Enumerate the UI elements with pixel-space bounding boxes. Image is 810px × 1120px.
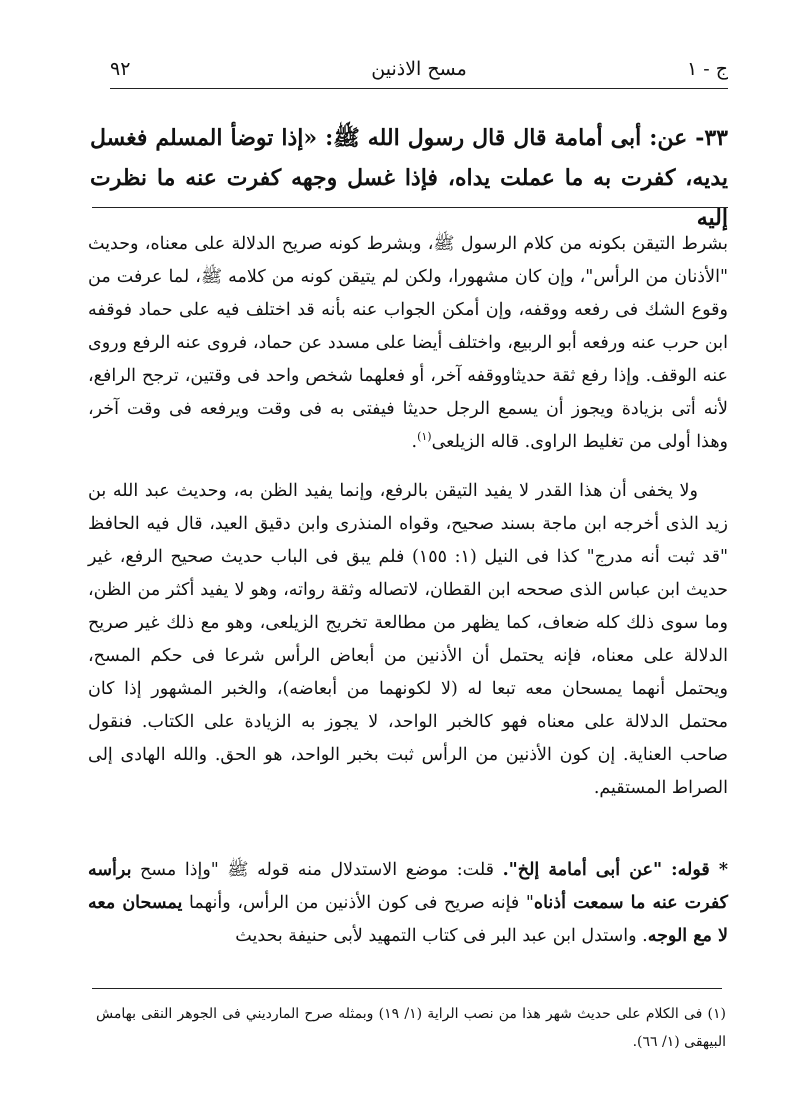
- annotation-paragraph: [88, 854, 728, 953]
- annotation-part-3: . واستدل ابن عبد البر فى كتاب التمهيد لأبى حنيفة بحديث: [235, 926, 648, 946]
- paragraph-1-text: بشرط التيقن بكونه من كلام الرسول ﷺ، وبشرط كونه صريح الدلالة على معناه، وحديث "الأذنان من الرأس"، وإن كان مشهورا، ولكن لم يتيقن كونه من كلامه ﷺ، لما عرفت من وقوع الشك فى رفعه ووقفه، وإن أمكن الجواب عنه بأنه قد اختلف فيه على حماد فوقفه ابن حرب عنه ورفعه أبو الربيع، واختلف أيضا على مسدد عن حماد، فروى عنه الرفع وروى عنه الوقف. وإذا رفع ثقة حديثاووقفه آخر، أو فعلهما شخص واحد فى وقتين، ترجح الرافع، لأنه أتى بزيادة ويجوز أن يسمع الرجل حديثا فيفتى به فى وقت ويرفعه فى وقت آخر، وهذا أولى من تغليط الراوى. قاله الزيلعى: [88, 234, 728, 452]
- annotation-emphasis-1: برأسه كفرت عنه ما سمعت أذناه: [88, 860, 729, 913]
- commentary-body: [88, 228, 728, 805]
- annotation-emphasis-2: يمسحان معه لا مع الوجه: [88, 893, 728, 946]
- annotation-lead: * قوله: "عن أبى أمامة إلخ".: [502, 860, 729, 880]
- page-number: ٩٢: [110, 58, 131, 80]
- hadith-text: ٣٣- عن: أبى أمامة قال قال رسول الله ﷺ: «إذا توضأ المسلم فغسل يديه، كفرت به ما عملت يداه، فإذا غسل وجهه كفرت عنه ما نظرت إليه: [90, 125, 728, 231]
- paragraph-1-end: .: [411, 432, 418, 452]
- commentary-paragraph-2: ولا يخفى أن هذا القدر لا يفيد التيقن بالرفع، وإنما يفيد الظن به، وحديث عبد الله بن زيد الذى أخرجه ابن ماجة بسند صحيح، وقواه المنذرى وابن دقيق العيد، قال فيه الحافظ "قد ثبت أنه مدرج" كذا فى النيل (١: ١٥٥) فلم يبق فى الباب حديث صحيح الرفع، غير حديث ابن عباس الذى صححه ابن القطان، لاتصاله وثقة رواته، وهو لا يفيد أكثر من الظن، وما سوى ذلك كله ضعاف، كما يظهر من مطالعة تخريج الزيلعى، وهو مع ذلك غير صريح الدلالة على معناه، فإنه يحتمل أن الأذنين من أبعاض الرأس شرعا فى حكم المسح، ويحتمل أنهما يمسحان معه تبعا له (لا لكونهما من أبعاضه)، والخبر المشهور إذا كان محتمل الدلالة على معناه فهو كالخبر الواحد، لا يجوز به الزيادة على الكتاب. فنقول صاحب العناية. إن كون الأذنين من الرأس ثبت بخبر الواحد، هو الحق. والله الهادى إلى الصراط المستقيم.: [88, 481, 729, 798]
- header-rule: [110, 88, 728, 89]
- volume-label: ج - ١: [687, 58, 728, 80]
- footnote-text: (١) فى الكلام على حديث شهر هذا من نصب الراية (١/ ١٩) وبمثله صرح المارديني فى الجوهر النقى بهامش البيهقى (١/ ٦٦).: [96, 1006, 727, 1050]
- footnote-rule: [92, 988, 722, 989]
- running-head: [110, 58, 728, 86]
- annotation-part-1: قلت: موضع الاستدلال منه قوله ﷺ "وإذا مسح: [131, 860, 503, 880]
- hadith-divider: [92, 207, 728, 208]
- annotation-part-2: " فإنه صريح فى كون الأذنين من الرأس، وأنهما: [182, 893, 534, 913]
- commentary-paragraph-1: [88, 228, 728, 459]
- footnote-marker: (١): [417, 430, 432, 444]
- chapter-title: مسح الاذنين: [371, 58, 467, 80]
